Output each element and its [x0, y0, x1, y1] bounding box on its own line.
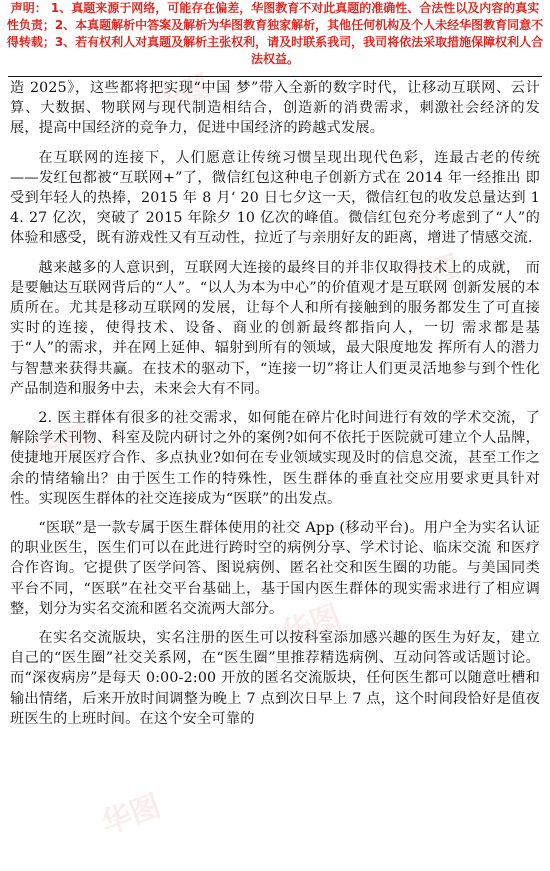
header-divider	[8, 76, 542, 77]
document-body	[10, 78, 540, 738]
paragraph-3: 越来越多的人意识到，互联网大连接的最终目的并非仅取得技术上的成就， 而是要触达互联网背后的“人”。“以人为本为中心”的价值观才是互联网 创新发展的本质所在。尤其是移动互联网的发展，让每个人和所有接触到的服务都发生了可直接实时的连接，使得技术、设备、商业的创新最终都指向人，一切 需求都是基于“人”的需求，并在网上延伸、辐射到所有的领域，最大限度地发 挥所有人的潜力与智慧来获得共赢。在技术的驱动下，“连接一切”将让人们更灵活地参与到个性化产品制造和服务中去，未来会大有不同。	[10, 259, 540, 397]
watermark-logo-3: 华图	[27, 418, 96, 472]
disclaimer-banner: 声明： 1、真题来源于网络，可能存在偏差，华图教育不对此真题的准确性、合法性以及内容的真实性负责；2、本真题解析中答案及解析为华图教育独家解析，其他任何机构及个人未经华图教育同意不得转载；3、若有权利人对真题及解析主张权利，请及时联系我司，我司将依法采取措施保障权利人合法权益。	[6, 1, 544, 66]
paragraph-5: “医联”是一款专属于医生群体使用的社交 App (移动平台)。用户全为实名认证的职业医生，医生们可以在此进行跨时空的病例分享、学术讨论、临床交流 和医疗合作咨询。它提供了医学问答、图说病例、匿名社交和医生圈的功能。与美国同类平台不同，“医联”在社交平台基础上，基于国内医生群体的现实需求进行了相应调整，划分为实名交流和匿名交流两大部分。	[10, 520, 540, 617]
watermark-logo-4: 华图	[277, 598, 346, 652]
paragraph-6: 在实名交流版块，实名注册的医生可以按科室添加感兴趣的医生为好友，建立自己的“医生圈”社交关系网，在“医生圈”里推荐精选病例、互动问答或话题讨论。而“深夜病房”是每天 0:00-2:00 开放的匿名交流版块，任何医生都可以随意吐槽和输出情绪，后来开放时间调整为晚上 7 点到次日早上 7 点，这个时间段恰好是值夜班医生的上班时间。在这个安全可靠的	[10, 630, 540, 727]
watermark-logo-5: 华图	[97, 788, 166, 842]
watermark-logo-2: 华图	[397, 248, 466, 302]
paragraph-2: 在互联网的连接下，人们愿意让传统习惯呈现出现代色彩，连最古老的传统——发红包都被“互联网+”了，微信红包这种电子创新方式在 2014 年一经推出 即受到年轻人的热捧，2015 年 8 月‘ 20 日七夕这一天，微信红包的收发总量达到 14. 27 亿次，突破了 2015 年除夕 10 亿次的峰值。微信红包充分考虑到了“人”的体验和感受，既有游戏性又有互动性，拉近了与亲朋好友的距离，增进了情感交流.	[10, 149, 540, 247]
watermark-logo-1: 华图	[147, 68, 216, 122]
paragraph-1: 造 2025》，这些都将把实现“中国 梦”带入全新的数字时代，让移动互联网、云计算、大数据、物联网与现代制造相结合，创造新的消费需求，刺激社会经济的发展，提高中国经济的竞争力，促进中国经济的跨越式发展。	[10, 80, 540, 137]
paragraph-4: 2. 医主群体有很多的社交需求，如何能在碎片化时间进行有效的学术交流，了解除学术刊物、科室及院内研讨之外的案例?如何不依托于医院就可建立个人品牌，使捷地开展医疗合作、多点执业?如何在专业领域实现及时的信息交流，甚至工作之余的情绪输出？由于医生工作的特殊性，医生群体的垂直社交应用要求更具针对性。实现医生群体的社交连接成为“医联”的出发点。	[10, 410, 540, 507]
